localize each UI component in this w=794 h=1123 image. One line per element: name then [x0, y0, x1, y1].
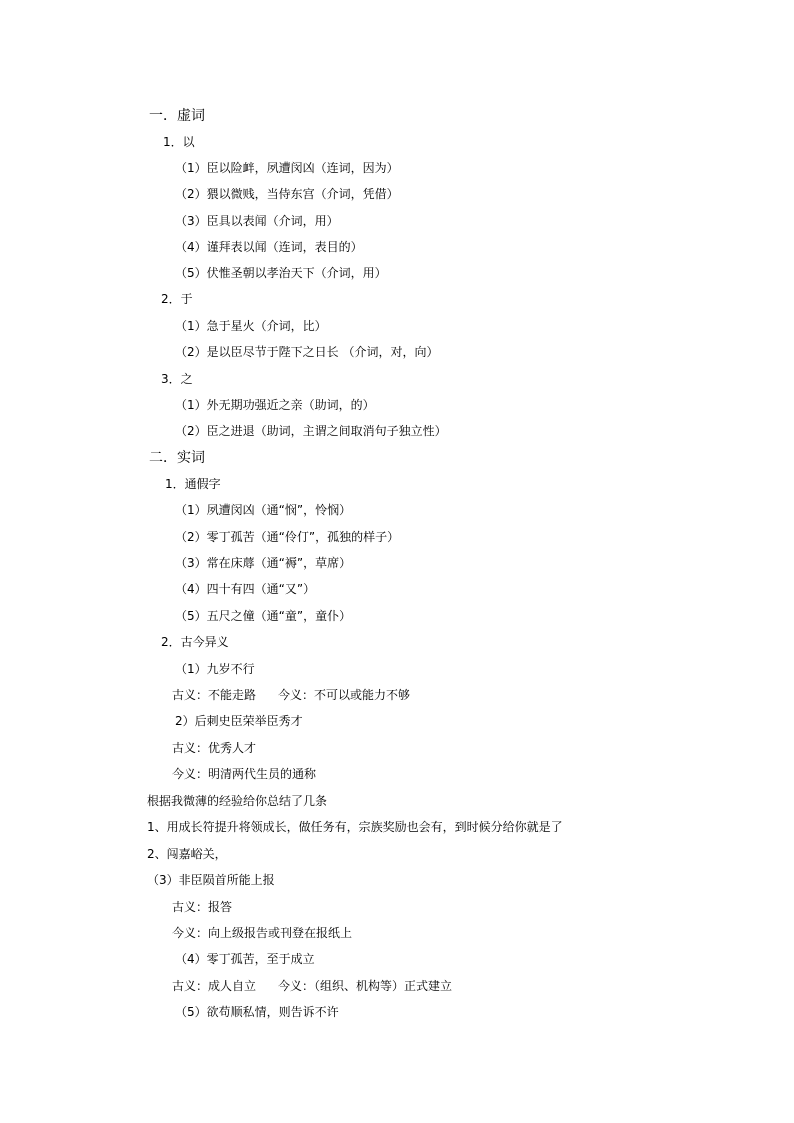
example-line: （4）零丁孤苦，至于成立	[175, 952, 315, 966]
modern-meaning: 今义：明清两代生员的通称	[172, 767, 317, 781]
subheading-tongjiazi: 1．通假字	[165, 477, 221, 491]
inserted-note: 2、闯嘉峪关，	[147, 847, 227, 861]
example-line: （3）常在床蓐（通“褥”，草席）	[175, 556, 352, 570]
ancient-meaning: 古义：优秀人才	[172, 741, 257, 755]
example-line: （4）谨拜表以闻（连词，表目的）	[175, 240, 363, 254]
modern-meaning: 今义：向上级报告或刊登在报纸上	[172, 926, 353, 940]
example-line: （2）臣之进退（助词，主谓之间取消句子独立性）	[175, 424, 447, 438]
inserted-note: 1、用成长符提升将领成长，做任务有，宗族奖励也会有，到时候分给你就是了	[147, 820, 563, 834]
example-line: （1）外无期功强近之亲（助词，的）	[175, 398, 375, 412]
modern-meaning: 今义：不可以或能力不够	[278, 688, 411, 702]
meaning-line	[172, 978, 452, 994]
subheading-yu: 2．于	[161, 292, 193, 306]
subheading-yi: 1．以	[163, 135, 195, 149]
section-heading-content-words: 二．实词	[149, 450, 205, 466]
example-line: （1）急于星火（介词，比）	[175, 319, 327, 333]
example-line: （3）非臣陨首所能上报	[147, 873, 275, 887]
example-line: （4）四十有四（通“又”）	[175, 582, 316, 596]
example-line: （2）猥以微贱，当侍东宫（介词，凭借）	[175, 187, 399, 201]
subheading-gujinyiyi: 2．古今异义	[161, 635, 229, 649]
modern-meaning: 今义：（组织、机构等）正式建立	[278, 979, 453, 993]
example-line: （1）夙遭闵凶（通“悯”，怜悯）	[175, 503, 352, 517]
inserted-note: 根据我微薄的经验给你总结了几条	[147, 794, 328, 808]
section-heading-function-words: 一．虚词	[149, 108, 205, 124]
example-line: （2）零丁孤苦（通“伶仃”，孤独的样子）	[175, 530, 400, 544]
subheading-zhi: 3．之	[161, 372, 193, 386]
example-line: （5）欲苟顺私情，则告诉不许	[175, 1005, 339, 1019]
example-line: （1）九岁不行	[175, 662, 255, 676]
example-line: （1）臣以险衅，夙遭闵凶（连词，因为）	[175, 161, 399, 175]
example-line: （3）臣具以表闻（介词，用）	[175, 214, 339, 228]
ancient-meaning: 古义：报答	[172, 900, 233, 914]
meaning-line	[172, 687, 410, 703]
example-line: 2）后刺史臣荣举臣秀才	[175, 714, 303, 728]
example-line: （5）五尺之僮（通“童”，童仆）	[175, 609, 352, 623]
example-line: （2）是以臣尽节于陛下之日长 （介词，对，向）	[175, 345, 439, 359]
example-line: （5）伏惟圣朝以孝治天下（介词，用）	[175, 266, 387, 280]
ancient-meaning: 古义：不能走路	[172, 688, 257, 702]
ancient-meaning: 古义：成人自立	[172, 979, 257, 993]
